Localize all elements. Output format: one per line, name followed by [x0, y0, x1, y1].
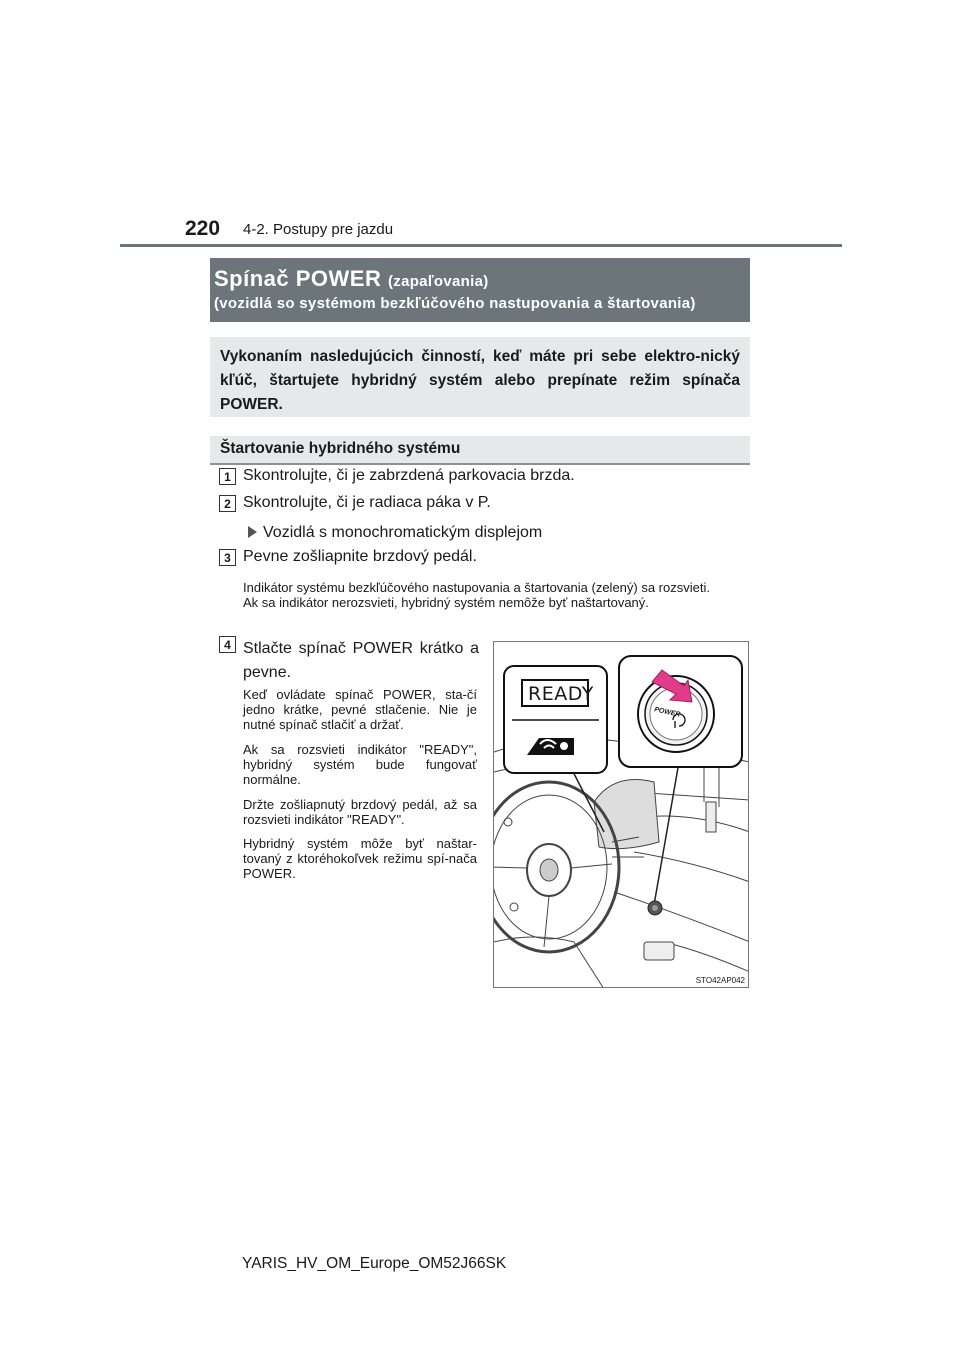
section-label: 4-2. Postupy pre jazdu	[243, 221, 394, 238]
step-4-note-3: Držte zošliapnutý brzdový pedál, až sa rozsvieti indikátor "READY".	[243, 797, 477, 827]
step-4-note-1: Keď ovládate spínač POWER, sta-čí jedno krátke, pevné stlačenie. Nie je nutné spínač stlačiť a držať.	[243, 687, 477, 732]
step-number-1: 1	[219, 468, 236, 485]
step-3-text: Pevne zošliapnite brzdový pedál.	[243, 548, 477, 565]
step-3-notes	[243, 580, 748, 610]
step-1-text: Skontrolujte, či je zabrzdená parkovacia brzda.	[243, 467, 575, 484]
step-number-3: 3	[219, 549, 236, 566]
figure-illustration	[493, 641, 749, 988]
title-main-text: Spínač POWER	[214, 266, 382, 291]
step-number-4: 4	[219, 636, 236, 653]
power-button-label: POWER	[653, 706, 681, 719]
step-2-text: Skontrolujte, či je radiaca páka v P.	[243, 494, 491, 511]
step-4-note-2: Ak sa rozsvieti indikátor "READY", hybridný systém bude fungovať normálne.	[243, 742, 477, 787]
title-suffix: (zapaľovania)	[387, 273, 489, 290]
header-rule	[120, 244, 842, 247]
variant-bullet	[248, 524, 542, 542]
step-3-note-1: Indikátor systému bezkľúčového nastupovania a štartovania (zelený) sa rozsvieti.	[243, 580, 710, 595]
triangle-bullet-icon	[248, 526, 257, 538]
step-3-note-2: Ak sa indikátor nerozsvieti, hybridný systém nemôže byť naštartovaný.	[243, 595, 649, 610]
subheading	[210, 436, 750, 465]
step-number-2: 2	[219, 495, 236, 512]
title-subtitle: (vozidlá so systémom bezkľúčového nastupovania a štartovania)	[214, 295, 696, 312]
ready-label: READY	[528, 683, 594, 705]
step-4-text: Stlačte spínač POWER krátko a pevne.	[243, 640, 479, 681]
bullet-text: Vozidlá s monochromatickým displejom	[263, 524, 543, 541]
title-box	[210, 258, 750, 322]
subheading-text: Štartovanie hybridného systému	[220, 440, 461, 457]
step-4-note-4: Hybridný systém môže byť naštar-tovaný z ktoréhokoľvek režimu spí-nača POWER.	[243, 836, 477, 881]
figure-code: STO42AP042	[695, 976, 745, 985]
page-title	[214, 266, 489, 292]
document-footer: YARIS_HV_OM_Europe_OM52J66SK	[242, 1255, 507, 1272]
intro-box	[210, 337, 750, 417]
page-number: 220	[185, 217, 221, 240]
intro-text: Vykonaním nasledujúcich činností, keď máte pri sebe elektro-nický kľúč, štartujete hybridný systém alebo prepínate režim spínača POWER.	[220, 348, 740, 413]
